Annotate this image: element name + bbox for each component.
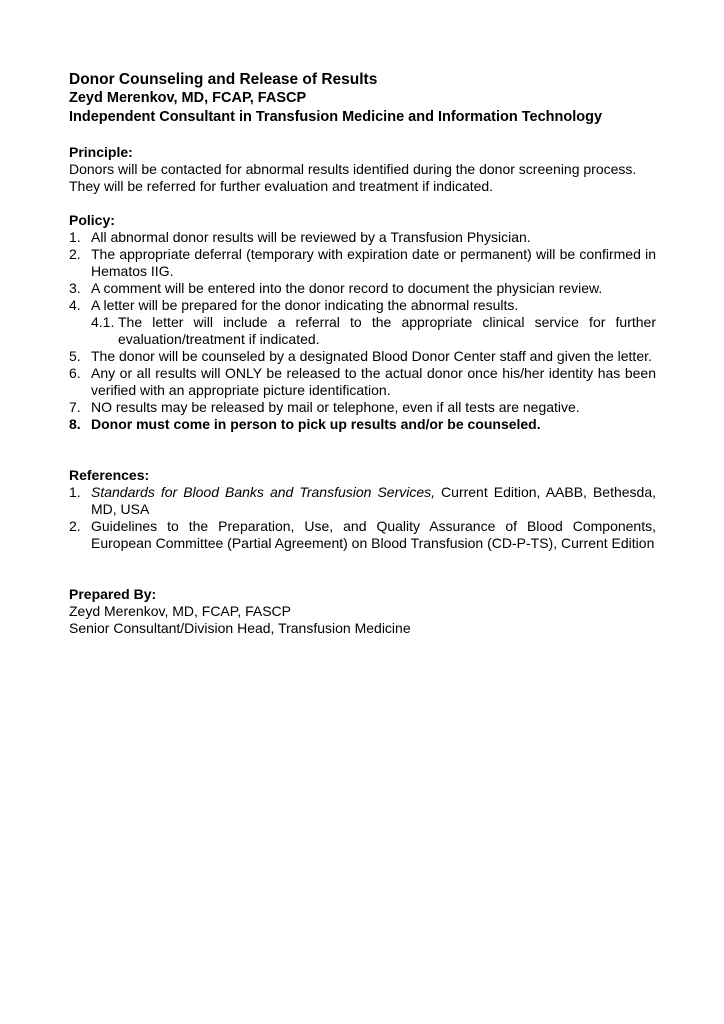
reference-number: 2. xyxy=(69,518,81,534)
references-list xyxy=(69,484,656,552)
reference-number: 1. xyxy=(69,484,81,500)
author-line: Zeyd Merenkov, MD, FCAP, FASCP xyxy=(69,90,307,106)
policy-item-number: 2. xyxy=(69,246,81,262)
policy-item-number: 6. xyxy=(69,365,81,381)
policy-item-text: A letter will be prepared for the donor indicating the abnormal results. xyxy=(91,297,519,313)
policy-item xyxy=(69,416,656,433)
policy-item-number: 4. xyxy=(69,297,81,313)
policy-item xyxy=(69,280,656,297)
policy-item-number: 3. xyxy=(69,280,81,296)
policy-item xyxy=(69,365,656,399)
policy-item-text: The appropriate deferral (temporary with expiration date or permanent) will be confirmed in Hematos IIG. xyxy=(91,246,656,279)
policy-subitem xyxy=(69,314,656,348)
reference-item xyxy=(69,518,656,552)
policy-item xyxy=(69,246,656,280)
policy-heading: Policy: xyxy=(69,212,115,228)
preparer-name: Zeyd Merenkov, MD, FCAP, FASCP xyxy=(69,603,291,619)
reference-text: Guidelines to the Preparation, Use, and Quality Assurance of Blood Components, European Committee (Partial Agreement) on Blood Transfusion (CD-P-TS), Current Edition xyxy=(91,518,656,551)
policy-item xyxy=(69,229,656,246)
policy-item-text: The donor will be counseled by a designated Blood Donor Center staff and given the letter. xyxy=(91,348,652,364)
policy-item-number: 7. xyxy=(69,399,81,415)
affiliation-line: Independent Consultant in Transfusion Medicine and Information Technology xyxy=(69,109,603,125)
policy-item-text: NO results may be released by mail or telephone, even if all tests are negative. xyxy=(91,399,580,415)
policy-item-text: All abnormal donor results will be reviewed by a Transfusion Physician. xyxy=(91,229,531,245)
policy-item-text: Donor must come in person to pick up results and/or be counseled. xyxy=(91,416,541,432)
policy-list xyxy=(69,229,656,433)
reference-item xyxy=(69,484,656,518)
preparer-role: Senior Consultant/Division Head, Transfusion Medicine xyxy=(69,620,411,636)
document-page xyxy=(69,70,656,637)
policy-item-text: A comment will be entered into the donor record to document the physician review. xyxy=(91,280,603,296)
policy-item-number: 4.1. xyxy=(91,314,115,330)
principle-text: Donors will be contacted for abnormal results identified during the donor screening process. They will be referred for further evaluation and treatment if indicated. xyxy=(69,161,637,194)
policy-item-number: 8. xyxy=(69,416,81,432)
principle-heading: Principle: xyxy=(69,144,133,160)
reference-text xyxy=(91,484,656,518)
policy-item-number: 1. xyxy=(69,229,81,245)
references-heading: References: xyxy=(69,467,150,483)
policy-item-number: 5. xyxy=(69,348,81,364)
policy-item xyxy=(69,297,656,314)
policy-item-text: The letter will include a referral to the appropriate clinical service for further evaluation/treatment if indicated. xyxy=(118,314,656,347)
document-title: Donor Counseling and Release of Results xyxy=(69,71,378,88)
policy-item xyxy=(69,399,656,416)
policy-item xyxy=(69,348,656,365)
prepared-by-heading: Prepared By: xyxy=(69,586,157,602)
reference-title: Standards for Blood Banks and Transfusion Services, xyxy=(91,484,436,500)
policy-item-text: Any or all results will ONLY be released to the actual donor once his/her identity has been verified with an appropriate picture identification. xyxy=(91,365,656,398)
reference-details: Current Edition, AABB, Bethesda, MD, USA xyxy=(91,484,656,517)
